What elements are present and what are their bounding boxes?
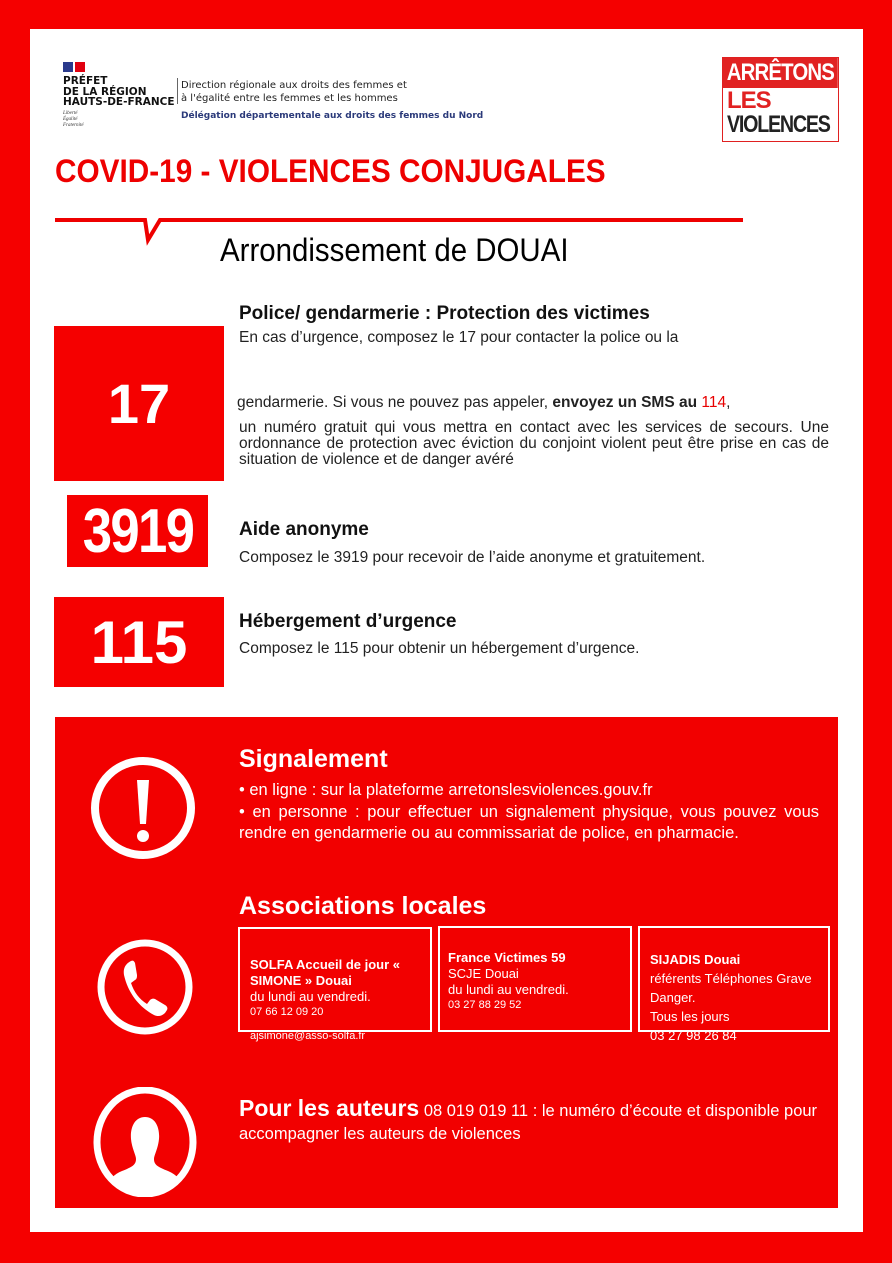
- hotline-115-badge: 115: [54, 597, 224, 687]
- arretons-les-violences-logo: [722, 57, 839, 142]
- page-subtitle: Arrondissement de DOUAI: [220, 232, 569, 268]
- logo-line-2: LES: [727, 87, 771, 114]
- association-card: [238, 927, 432, 1042]
- association-phone[interactable]: 03 27 98 26 84: [650, 1028, 737, 1043]
- association-name: SOLFA Accueil de jour « SIMONE » Douai: [250, 957, 401, 988]
- phone-circle-icon: [95, 937, 195, 1037]
- person-silhouette-icon: [92, 1087, 198, 1197]
- direction-line: à l'égalité entre les femmes et les hommes: [181, 93, 398, 104]
- association-phone[interactable]: 07 66 12 09 20: [250, 1006, 324, 1018]
- association-card: [438, 926, 632, 1032]
- association-hours: Tous les jours: [650, 1009, 730, 1024]
- prefet-line: DE LA RÉGION: [63, 85, 147, 98]
- hotline-115-text: Composez le 115 pour obtenir un hébergement d’urgence.: [239, 640, 640, 657]
- prefet-logo-text: [63, 76, 175, 108]
- hotline-3919-text: Composez le 3919 pour recevoir de l’aide anonyme et gratuitement.: [239, 549, 706, 566]
- hotline-3919-badge: [67, 495, 208, 567]
- hotline-17-text-sms: [237, 395, 829, 411]
- prefet-line: HAUTS-DE-FRANCE: [63, 96, 175, 108]
- devise-line: Égalité: [63, 117, 78, 122]
- signalement-bullet-online: • en ligne : sur la plateforme arretonslesviolences.gouv.fr: [239, 781, 653, 799]
- text-segment: gendarmerie. Si vous ne pouvez pas appeler,: [237, 394, 553, 411]
- direction-line: Direction régionale aux droits des femmes et: [181, 80, 407, 91]
- page-title: COVID-19 - VIOLENCES CONJUGALES: [55, 153, 606, 189]
- hotline-3919-number: 3919: [82, 496, 193, 566]
- association-name: France Victimes 59: [448, 950, 566, 965]
- association-card: [638, 926, 830, 1043]
- association-hours: du lundi au vendredi.: [250, 989, 371, 1004]
- devise-line: Liberté: [63, 111, 78, 116]
- hotline-17-text-rest: un numéro gratuit qui vous mettra en contact avec les services de secours. Une ordonnance de protection avec éviction du conjoint violent peut être prise en cas de situation de violence et de danger avéré: [239, 419, 829, 468]
- hotline-115-heading: Hébergement d’urgence: [239, 611, 457, 632]
- hotline-3919-heading: Aide anonyme: [239, 519, 369, 540]
- auteurs-heading: Pour les auteurs: [239, 1095, 420, 1121]
- exclamation-circle-icon: [90, 756, 196, 860]
- hotline-17-heading: Police/ gendarmerie : Protection des victimes: [239, 303, 650, 324]
- sms-emphasis: envoyez un SMS au: [552, 394, 698, 411]
- delegation-text: Délégation départementale aux droits des femmes du Nord: [181, 111, 484, 121]
- text-segment: ,: [726, 394, 731, 411]
- signalement-heading: Signalement: [239, 745, 388, 773]
- association-detail: SCJE Douai: [448, 966, 519, 981]
- association-name: SIJADIS Douai: [650, 952, 741, 967]
- auteurs-block: [239, 1097, 819, 1146]
- auteurs-text: 08 019 019 11 : le numéro d’écoute et disponible pour accompagner les auteurs de violences: [239, 1102, 818, 1143]
- associations-heading: Associations locales: [239, 892, 487, 920]
- signalement-bullet-in-person: • en personne : pour effectuer un signalement physique, vous pouvez vous rendre en gendarmerie ou au commissariat de police, en pharmacie.: [239, 803, 819, 842]
- header-divider: [177, 78, 178, 104]
- association-phone[interactable]: 03 27 88 29 52: [448, 999, 522, 1011]
- association-hours: du lundi au vendredi.: [448, 982, 569, 997]
- prefet-line: PRÉFET: [63, 75, 108, 87]
- marianne-flag-icon: [63, 62, 85, 72]
- association-email[interactable]: ajsimone@asso-solfa.fr: [250, 1030, 366, 1042]
- devise-line: Fraternité: [63, 123, 84, 128]
- logo-line-3: VIOLENCES: [727, 111, 830, 138]
- logo-line-1: ARRÊTONS: [723, 58, 838, 88]
- association-detail: référents Téléphones Grave Danger.: [650, 971, 812, 1005]
- devise: [63, 111, 84, 129]
- hotline-17-badge: 17: [54, 326, 224, 481]
- sms-number: 114: [701, 394, 727, 411]
- hotline-17-text-line1: En cas d’urgence, composez le 17 pour contacter la police ou la: [239, 329, 679, 346]
- direction-text: [181, 79, 407, 105]
